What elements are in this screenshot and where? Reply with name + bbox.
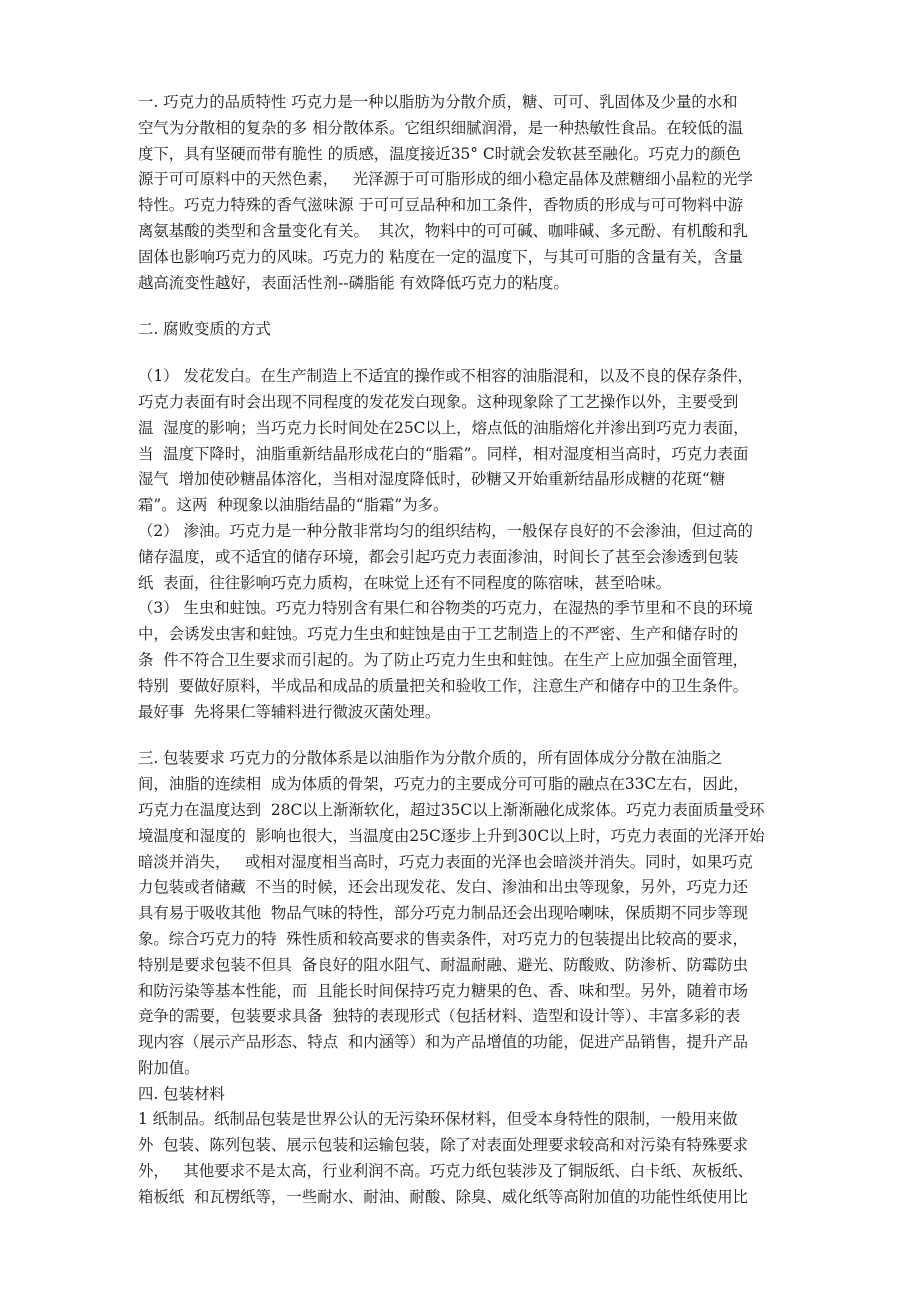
text-line: 三. 包装要求 巧克力的分散体系是以油脂作为分散介质的，所有固体成分分散在油脂之 [138, 749, 723, 768]
text-line: 特别是要求包装不但具 备良好的阻水阻气、耐温耐融、避光、防酸败、防渗析、防霉防虫 [138, 955, 749, 974]
text-line: 温 湿度的影响；当巧克力长时间处在25C以上，熔点低的油脂熔化并渗出到巧克力表面， [138, 418, 749, 437]
text-line: 源于可可原料中的天然色素， 光泽源于可可脂形成的细小稳定晶体及蔗糖细小晶粒的光学 [138, 170, 753, 189]
spoilage-item-blooming [138, 364, 802, 519]
text-line: 纸 表面，往往影响巧克力质构，在味觉上还有不同程度的陈宿味，甚至哈味。 [138, 573, 672, 592]
spoilage-item-insects [138, 596, 802, 725]
text-line: 离氨基酸的类型和含量变化有关。 其次，物料中的可可碱、咖啡碱、多元酚、有机酸和乳 [138, 221, 749, 240]
text-line: 巧克力在温度达到 28C以上渐渐软化，超过35C以上渐渐融化成浆体。巧克力表面质量受环 [138, 800, 765, 819]
spacer [138, 725, 802, 746]
text-line: 箱板纸 和瓦楞纸等，一些耐水、耐油、耐酸、除臭、威化纸等高附加值的功能性纸使用比 [138, 1187, 749, 1206]
section-quality-characteristics [138, 90, 802, 296]
text-line: 湿气 增加使砂糖晶体溶化，当相对湿度降低时，砂糖又开始重新结晶形成糖的花斑“糖 [138, 470, 726, 489]
text-line: 间，油脂的连续相 成为体质的骨架，巧克力的主要成分可可脂的融点在33C左右，因此， [138, 775, 749, 794]
spacer [138, 296, 802, 317]
text-line: 储存温度，或不适宜的储存环境，都会引起巧克力表面渗油，时间长了甚至会渗透到包装 [138, 547, 739, 566]
text-line: （2） 渗油。巧克力是一种分散非常均匀的组织结构，一般保存良好的不会渗油，但过高的 [138, 521, 753, 540]
text-line: 力包装或者储藏 不当的时候，还会出现发花、发白、渗油和出虫等现象，另外，巧克力还 [138, 878, 749, 897]
text-line: 当 温度下降时，油脂重新结晶形成花白的“脂霜”。同样，相对湿度相当高时，巧克力表面 [138, 444, 749, 463]
text-line: 中，会诱发虫害和蛀蚀。巧克力生虫和蛀蚀是由于工艺制造上的不严密、生产和储存时的 [138, 625, 739, 644]
text-line: 特性。巧克力特殊的香气滋味源 于可可豆品种和加工条件，香物质的形成与可可物料中游 [138, 196, 744, 215]
text-line: 和防污染等基本性能，而 且能长时间保持巧克力糖果的色、香、味和型。另外，随着市场 [138, 981, 749, 1000]
spoilage-item-oil-seepage [138, 519, 802, 596]
text-line: 暗淡并消失， 或相对湿度相当高时，巧克力表面的光泽也会暗淡并消失。同时，如果巧克 [138, 852, 753, 871]
text-line: 越高流变性越好，表面活性剂--磷脂能 有效降低巧克力的粘度。 [138, 273, 569, 292]
section-heading-spoilage: 二. 腐败变质的方式 [138, 320, 271, 339]
text-line: 度下，具有坚硬而带有脆性 的质感，温度接近35° C时就会发软甚至融化。巧克力的颜色 [138, 144, 741, 163]
text-line: 现内容（展示产品形态、特点 和内涵等）和为产品增值的功能，促进产品销售，提升产品 [138, 1033, 749, 1052]
text-line: 条 件不符合卫生要求而引起的。为了防止巧克力生虫和蛀蚀。在生产上应加强全面管理， [138, 650, 749, 669]
text-line: 空气为分散相的复杂的多 相分散体系。它组织细腻润滑，是一种热敏性食品。在较低的温 [138, 118, 744, 137]
text-line: （1） 发花发白。在生产制造上不适宜的操作或不相容的油脂混和，以及不良的保存条件， [138, 367, 753, 386]
document-page [138, 90, 802, 1211]
section-packaging-materials [138, 1107, 802, 1210]
text-line: 1 纸制品。纸制品包装是世界公认的无污染环保材料，但受本身特性的限制，一般用来做 [138, 1110, 738, 1129]
text-line: 霜”。这两 种现象以油脂结晶的“脂霜”为多。 [138, 496, 449, 515]
section-packaging-requirements [138, 746, 802, 1081]
text-line: 附加值。 [138, 1058, 200, 1077]
text-line: 固体也影响巧克力的风味。巧克力的 粘度在一定的温度下，与其可可脂的含量有关，含量 [138, 247, 744, 266]
text-line: 境温度和湿度的 影响也很大，当温度由25C逐步上升到30C以上时，巧克力表面的光泽开始 [138, 826, 765, 845]
text-line: 具有易于吸收其他 物品气味的特性，部分巧克力制品还会出现哈喇味，保质期不同步等现 [138, 904, 749, 923]
section-heading-packaging-materials: 四. 包装材料 [138, 1084, 225, 1103]
spacer [138, 343, 802, 364]
text-line: 一. 巧克力的品质特性 巧克力是一种以脂肪为分散介质，糖、可可、乳固体及少量的水和 [138, 93, 738, 111]
text-line: 巧克力表面有时会出现不同程度的发花发白现象。这种现象除了工艺操作以外，主要受到 [138, 392, 739, 411]
text-line: 特别 要做好原料，半成品和成品的质量把关和验收工作，注意生产和储存中的卫生条件。 [138, 676, 749, 695]
text-line: 最好事 先将果仁等辅料进行微波灭菌处理。 [138, 702, 441, 721]
text-line: 竞争的需要，包装要求具备 独特的表现形式（包括材料、造型和设计等）、丰富多彩的表 [138, 1007, 741, 1026]
text-line: 外 包装、陈列包装、展示包装和运输包装，除了对表面处理要求较高和对污染有特殊要求 [138, 1136, 749, 1155]
text-line: 象。综合巧克力的特 殊性质和较高要求的售卖条件，对巧克力的包装提出比较高的要求， [138, 929, 749, 948]
text-line: 外， 其他要求不是太高，行业利润不高。巧克力纸包装涉及了铜版纸、白卡纸、灰板纸、 [138, 1162, 753, 1181]
text-line: （3） 生虫和蛀蚀。巧克力特别含有果仁和谷物类的巧克力，在湿热的季节里和不良的环境 [138, 599, 753, 618]
